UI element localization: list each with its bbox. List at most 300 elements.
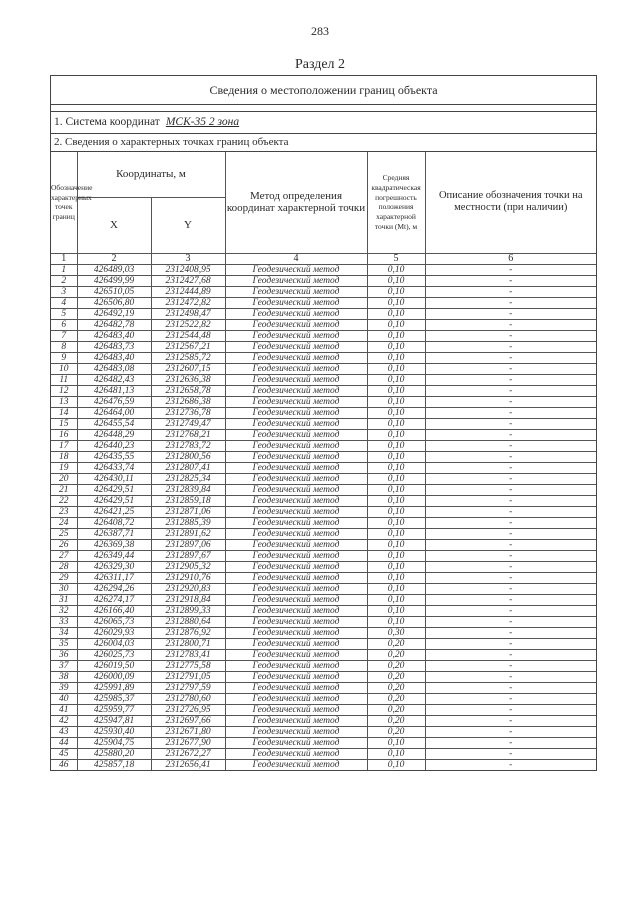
- method: Геодезический метод: [225, 594, 367, 605]
- y-coordinate: 2312671,80: [151, 726, 225, 737]
- method: Геодезический метод: [225, 341, 367, 352]
- point-number: 19: [51, 462, 77, 473]
- header-x: X: [77, 197, 151, 253]
- accuracy: 0,20: [367, 715, 425, 726]
- column-number: 3: [151, 253, 225, 264]
- y-coordinate: 2312871,06: [151, 506, 225, 517]
- table-row: [51, 341, 596, 352]
- description: -: [425, 264, 596, 275]
- table-row: [51, 286, 596, 297]
- method: Геодезический метод: [225, 748, 367, 759]
- x-coordinate: 425904,75: [77, 737, 151, 748]
- method: Геодезический метод: [225, 484, 367, 495]
- description: -: [425, 319, 596, 330]
- point-number: 39: [51, 682, 77, 693]
- method: Геодезический метод: [225, 429, 367, 440]
- table-row: [51, 748, 596, 759]
- y-coordinate: 2312780,60: [151, 693, 225, 704]
- x-coordinate: 426019,50: [77, 660, 151, 671]
- table-row: [51, 484, 596, 495]
- table-row: [51, 374, 596, 385]
- table-row: [51, 737, 596, 748]
- points-section-title: 2. Сведения о характерных точках границ объекта: [51, 134, 596, 152]
- accuracy: 0,20: [367, 704, 425, 715]
- header-description: Описание обозначения точки на местности (при наличии): [425, 152, 596, 253]
- point-number: 20: [51, 473, 77, 484]
- accuracy: 0,20: [367, 660, 425, 671]
- description: -: [425, 297, 596, 308]
- method: Геодезический метод: [225, 374, 367, 385]
- point-number: 6: [51, 319, 77, 330]
- table-row: [51, 429, 596, 440]
- x-coordinate: 426464,00: [77, 407, 151, 418]
- point-number: 46: [51, 759, 77, 770]
- table-row: [51, 396, 596, 407]
- x-coordinate: 426311,17: [77, 572, 151, 583]
- description: -: [425, 583, 596, 594]
- point-number: 22: [51, 495, 77, 506]
- description: -: [425, 473, 596, 484]
- description: -: [425, 429, 596, 440]
- method: Геодезический метод: [225, 550, 367, 561]
- x-coordinate: 426435,55: [77, 451, 151, 462]
- table-row: [51, 495, 596, 506]
- description: -: [425, 286, 596, 297]
- table-row: [51, 517, 596, 528]
- accuracy: 0,10: [367, 528, 425, 539]
- table-row: [51, 352, 596, 363]
- point-number: 30: [51, 583, 77, 594]
- description: -: [425, 363, 596, 374]
- point-number: 36: [51, 649, 77, 660]
- point-number: 45: [51, 748, 77, 759]
- y-coordinate: 2312897,06: [151, 539, 225, 550]
- method: Геодезический метод: [225, 759, 367, 770]
- y-coordinate: 2312677,90: [151, 737, 225, 748]
- table-row: [51, 616, 596, 627]
- header-accuracy: Средняя квадратическая погрешность положения характерной точки (Mt), м: [367, 152, 425, 253]
- description: -: [425, 550, 596, 561]
- coordinate-system-row: [51, 112, 596, 134]
- divider: [51, 105, 596, 112]
- x-coordinate: 426025,73: [77, 649, 151, 660]
- description: -: [425, 649, 596, 660]
- method: Геодезический метод: [225, 737, 367, 748]
- x-coordinate: 426489,03: [77, 264, 151, 275]
- y-coordinate: 2312607,15: [151, 363, 225, 374]
- point-number: 14: [51, 407, 77, 418]
- table-row: [51, 440, 596, 451]
- table-row: [51, 759, 596, 770]
- table-row: [51, 561, 596, 572]
- point-number: 21: [51, 484, 77, 495]
- method: Геодезический метод: [225, 528, 367, 539]
- method: Геодезический метод: [225, 726, 367, 737]
- x-coordinate: 426004,03: [77, 638, 151, 649]
- description: -: [425, 715, 596, 726]
- table-row: [51, 319, 596, 330]
- x-coordinate: 425857,18: [77, 759, 151, 770]
- method: Геодезический метод: [225, 517, 367, 528]
- y-coordinate: 2312726,95: [151, 704, 225, 715]
- point-number: 5: [51, 308, 77, 319]
- x-coordinate: 426483,40: [77, 330, 151, 341]
- table-row: [51, 704, 596, 715]
- table-row: [51, 506, 596, 517]
- y-coordinate: 2312791,05: [151, 671, 225, 682]
- description: -: [425, 374, 596, 385]
- header-y: Y: [151, 197, 225, 253]
- y-coordinate: 2312444,89: [151, 286, 225, 297]
- accuracy: 0,10: [367, 341, 425, 352]
- accuracy: 0,10: [367, 583, 425, 594]
- y-coordinate: 2312658,78: [151, 385, 225, 396]
- accuracy: 0,20: [367, 726, 425, 737]
- y-coordinate: 2312839,84: [151, 484, 225, 495]
- table-row: [51, 418, 596, 429]
- method: Геодезический метод: [225, 506, 367, 517]
- point-number: 1: [51, 264, 77, 275]
- accuracy: 0,20: [367, 671, 425, 682]
- y-coordinate: 2312567,21: [151, 341, 225, 352]
- point-number: 38: [51, 671, 77, 682]
- method: Геодезический метод: [225, 649, 367, 660]
- y-coordinate: 2312880,64: [151, 616, 225, 627]
- accuracy: 0,10: [367, 385, 425, 396]
- method: Геодезический метод: [225, 561, 367, 572]
- x-coordinate: 426483,40: [77, 352, 151, 363]
- table-row: [51, 726, 596, 737]
- point-number: 37: [51, 660, 77, 671]
- description: -: [425, 407, 596, 418]
- table-row: [51, 583, 596, 594]
- y-coordinate: 2312656,41: [151, 759, 225, 770]
- x-coordinate: 426430,11: [77, 473, 151, 484]
- description: -: [425, 484, 596, 495]
- table-row: [51, 462, 596, 473]
- x-coordinate: 426476,59: [77, 396, 151, 407]
- y-coordinate: 2312800,56: [151, 451, 225, 462]
- method: Геодезический метод: [225, 715, 367, 726]
- x-coordinate: 426429,51: [77, 495, 151, 506]
- point-number: 8: [51, 341, 77, 352]
- point-number: 4: [51, 297, 77, 308]
- x-coordinate: 426408,72: [77, 517, 151, 528]
- point-number: 31: [51, 594, 77, 605]
- description: -: [425, 528, 596, 539]
- method: Геодезический метод: [225, 352, 367, 363]
- y-coordinate: 2312910,76: [151, 572, 225, 583]
- table-row: [51, 451, 596, 462]
- x-coordinate: 426483,73: [77, 341, 151, 352]
- accuracy: 0,10: [367, 462, 425, 473]
- y-coordinate: 2312636,38: [151, 374, 225, 385]
- header-designation: Обозначение характерных точек границ: [51, 152, 77, 253]
- accuracy: 0,20: [367, 682, 425, 693]
- accuracy: 0,10: [367, 451, 425, 462]
- accuracy: 0,10: [367, 605, 425, 616]
- coordinate-system-value: МСК-35 2 зона: [165, 116, 240, 128]
- x-coordinate: 426429,51: [77, 484, 151, 495]
- y-coordinate: 2312876,92: [151, 627, 225, 638]
- y-coordinate: 2312686,38: [151, 396, 225, 407]
- accuracy: 0,10: [367, 737, 425, 748]
- method: Геодезический метод: [225, 418, 367, 429]
- accuracy: 0,10: [367, 319, 425, 330]
- method: Геодезический метод: [225, 583, 367, 594]
- description: -: [425, 726, 596, 737]
- description: -: [425, 616, 596, 627]
- x-coordinate: 425985,37: [77, 693, 151, 704]
- y-coordinate: 2312427,68: [151, 275, 225, 286]
- description: -: [425, 627, 596, 638]
- method: Геодезический метод: [225, 363, 367, 374]
- table-row: [51, 693, 596, 704]
- y-coordinate: 2312825,34: [151, 473, 225, 484]
- x-coordinate: 426369,38: [77, 539, 151, 550]
- x-coordinate: 426329,30: [77, 561, 151, 572]
- x-coordinate: 426455,54: [77, 418, 151, 429]
- table-row: [51, 407, 596, 418]
- x-coordinate: 426433,74: [77, 462, 151, 473]
- accuracy: 0,10: [367, 572, 425, 583]
- table-row: [51, 550, 596, 561]
- description: -: [425, 440, 596, 451]
- accuracy: 0,10: [367, 517, 425, 528]
- x-coordinate: 426274,17: [77, 594, 151, 605]
- y-coordinate: 2312783,41: [151, 649, 225, 660]
- point-number: 17: [51, 440, 77, 451]
- table-row: [51, 671, 596, 682]
- description: -: [425, 605, 596, 616]
- point-number: 2: [51, 275, 77, 286]
- accuracy: 0,10: [367, 396, 425, 407]
- method: Геодезический метод: [225, 308, 367, 319]
- points-table: [51, 152, 596, 770]
- y-coordinate: 2312807,41: [151, 462, 225, 473]
- column-number: 1: [51, 253, 77, 264]
- point-number: 40: [51, 693, 77, 704]
- table-row: [51, 363, 596, 374]
- description: -: [425, 660, 596, 671]
- accuracy: 0,10: [367, 308, 425, 319]
- point-number: 35: [51, 638, 77, 649]
- accuracy: 0,10: [367, 616, 425, 627]
- description: -: [425, 506, 596, 517]
- y-coordinate: 2312885,39: [151, 517, 225, 528]
- table-row: [51, 638, 596, 649]
- point-number: 42: [51, 715, 77, 726]
- method: Геодезический метод: [225, 297, 367, 308]
- y-coordinate: 2312797,59: [151, 682, 225, 693]
- table-row: [51, 649, 596, 660]
- method: Геодезический метод: [225, 385, 367, 396]
- point-number: 10: [51, 363, 77, 374]
- accuracy: 0,10: [367, 473, 425, 484]
- point-number: 26: [51, 539, 77, 550]
- x-coordinate: 426492,19: [77, 308, 151, 319]
- point-number: 28: [51, 561, 77, 572]
- accuracy: 0,10: [367, 484, 425, 495]
- description: -: [425, 759, 596, 770]
- coordinate-system-label: 1. Система координат: [54, 116, 160, 128]
- point-number: 43: [51, 726, 77, 737]
- x-coordinate: 426065,73: [77, 616, 151, 627]
- table-row: [51, 330, 596, 341]
- y-coordinate: 2312498,47: [151, 308, 225, 319]
- y-coordinate: 2312697,66: [151, 715, 225, 726]
- method: Геодезический метод: [225, 286, 367, 297]
- method: Геодезический метод: [225, 473, 367, 484]
- x-coordinate: 426482,43: [77, 374, 151, 385]
- method: Геодезический метод: [225, 638, 367, 649]
- table-row: [51, 605, 596, 616]
- point-number: 34: [51, 627, 77, 638]
- y-coordinate: 2312783,72: [151, 440, 225, 451]
- point-number: 44: [51, 737, 77, 748]
- accuracy: 0,10: [367, 594, 425, 605]
- column-number: 2: [77, 253, 151, 264]
- accuracy: 0,10: [367, 407, 425, 418]
- page-number: 283: [311, 24, 329, 38]
- accuracy: 0,10: [367, 330, 425, 341]
- y-coordinate: 2312736,78: [151, 407, 225, 418]
- x-coordinate: 426349,44: [77, 550, 151, 561]
- accuracy: 0,20: [367, 638, 425, 649]
- point-number: 41: [51, 704, 77, 715]
- x-coordinate: 426482,78: [77, 319, 151, 330]
- y-coordinate: 2312800,71: [151, 638, 225, 649]
- accuracy: 0,10: [367, 352, 425, 363]
- x-coordinate: 426166,40: [77, 605, 151, 616]
- description: -: [425, 275, 596, 286]
- method: Геодезический метод: [225, 682, 367, 693]
- method: Геодезический метод: [225, 605, 367, 616]
- x-coordinate: 426294,26: [77, 583, 151, 594]
- y-coordinate: 2312768,21: [151, 429, 225, 440]
- table-row: [51, 264, 596, 275]
- point-number: 15: [51, 418, 77, 429]
- x-coordinate: 426029,93: [77, 627, 151, 638]
- accuracy: 0,10: [367, 363, 425, 374]
- method: Геодезический метод: [225, 275, 367, 286]
- accuracy: 0,10: [367, 495, 425, 506]
- description: -: [425, 704, 596, 715]
- method: Геодезический метод: [225, 616, 367, 627]
- table-row: [51, 627, 596, 638]
- description: -: [425, 341, 596, 352]
- description: -: [425, 517, 596, 528]
- y-coordinate: 2312905,32: [151, 561, 225, 572]
- method: Геодезический метод: [225, 396, 367, 407]
- method: Геодезический метод: [225, 451, 367, 462]
- x-coordinate: 426000,09: [77, 671, 151, 682]
- y-coordinate: 2312522,82: [151, 319, 225, 330]
- column-number: 4: [225, 253, 367, 264]
- point-number: 7: [51, 330, 77, 341]
- description: -: [425, 495, 596, 506]
- y-coordinate: 2312859,18: [151, 495, 225, 506]
- table-row: [51, 275, 596, 286]
- table-row: [51, 528, 596, 539]
- table-row: [51, 682, 596, 693]
- accuracy: 0,10: [367, 550, 425, 561]
- x-coordinate: 425991,89: [77, 682, 151, 693]
- table-row: [51, 473, 596, 484]
- method: Геодезический метод: [225, 264, 367, 275]
- header-coordinates: Координаты, м: [77, 152, 225, 197]
- block-title: Сведения о местоположении границ объекта: [51, 76, 596, 105]
- table-row: [51, 660, 596, 671]
- y-coordinate: 2312749,47: [151, 418, 225, 429]
- accuracy: 0,10: [367, 748, 425, 759]
- description: -: [425, 352, 596, 363]
- x-coordinate: 426481,13: [77, 385, 151, 396]
- point-number: 32: [51, 605, 77, 616]
- description: -: [425, 748, 596, 759]
- description: -: [425, 572, 596, 583]
- accuracy: 0,10: [367, 759, 425, 770]
- accuracy: 0,10: [367, 429, 425, 440]
- point-number: 33: [51, 616, 77, 627]
- column-number: 6: [425, 253, 596, 264]
- description: -: [425, 451, 596, 462]
- x-coordinate: 426510,05: [77, 286, 151, 297]
- x-coordinate: 426440,23: [77, 440, 151, 451]
- description: -: [425, 671, 596, 682]
- table-row: [51, 539, 596, 550]
- table-row: [51, 572, 596, 583]
- accuracy: 0,10: [367, 275, 425, 286]
- y-coordinate: 2312918,84: [151, 594, 225, 605]
- description: -: [425, 638, 596, 649]
- boundary-info-frame: [50, 75, 597, 771]
- y-coordinate: 2312672,27: [151, 748, 225, 759]
- accuracy: 0,10: [367, 561, 425, 572]
- table-row: [51, 594, 596, 605]
- description: -: [425, 385, 596, 396]
- point-number: 24: [51, 517, 77, 528]
- method: Геодезический метод: [225, 572, 367, 583]
- description: -: [425, 737, 596, 748]
- description: -: [425, 682, 596, 693]
- y-coordinate: 2312920,83: [151, 583, 225, 594]
- table-row: [51, 308, 596, 319]
- accuracy: 0,10: [367, 418, 425, 429]
- accuracy: 0,10: [367, 374, 425, 385]
- x-coordinate: 426421,25: [77, 506, 151, 517]
- x-coordinate: 426499,99: [77, 275, 151, 286]
- x-coordinate: 425930,40: [77, 726, 151, 737]
- description: -: [425, 539, 596, 550]
- method: Геодезический метод: [225, 407, 367, 418]
- header-method: Метод определения координат характерной точки: [225, 152, 367, 253]
- description: -: [425, 418, 596, 429]
- point-number: 12: [51, 385, 77, 396]
- accuracy: 0,20: [367, 649, 425, 660]
- section-title: Раздел 2: [294, 57, 346, 72]
- column-numbers-row: [51, 253, 596, 264]
- method: Геодезический метод: [225, 660, 367, 671]
- point-number: 3: [51, 286, 77, 297]
- y-coordinate: 2312408,95: [151, 264, 225, 275]
- method: Геодезический метод: [225, 462, 367, 473]
- table-row: [51, 297, 596, 308]
- method: Геодезический метод: [225, 440, 367, 451]
- point-number: 13: [51, 396, 77, 407]
- accuracy: 0,10: [367, 506, 425, 517]
- accuracy: 0,10: [367, 264, 425, 275]
